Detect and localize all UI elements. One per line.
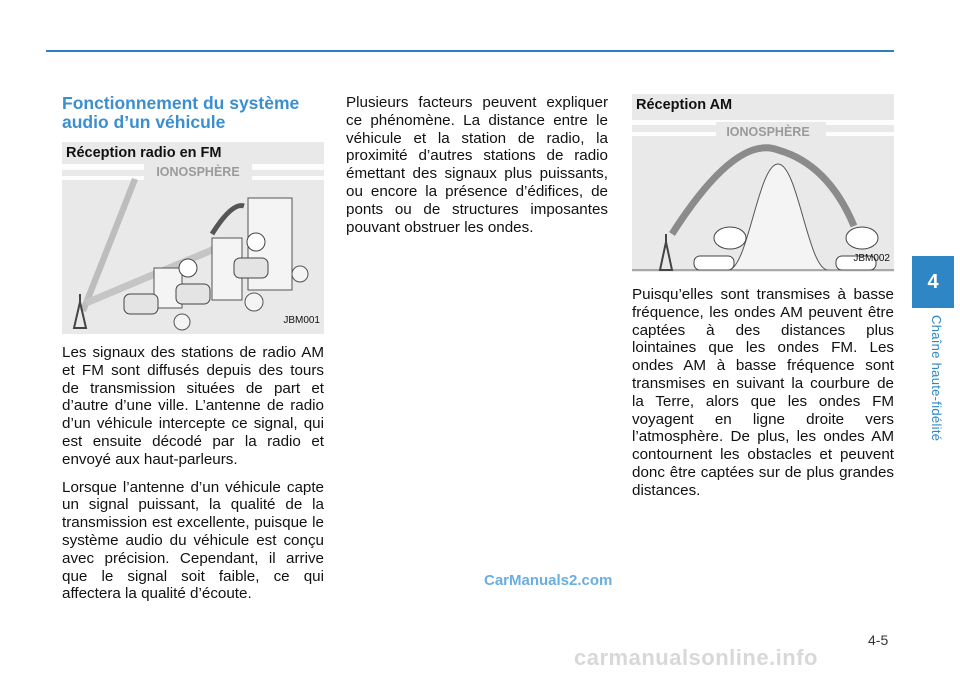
tree-icon bbox=[245, 293, 263, 311]
car-icon bbox=[124, 294, 158, 314]
am-reception-figure bbox=[632, 94, 894, 272]
page-number: 4-5 bbox=[868, 632, 889, 648]
tree-icon bbox=[174, 314, 190, 330]
section-heading: Fonctionnement du système audio d’un véhicule bbox=[62, 93, 300, 132]
am-illustration bbox=[632, 94, 894, 272]
tree-icon bbox=[292, 266, 308, 282]
paragraph: Puisqu’elles sont transmises à basse fréquence, les ondes AM peuvent être captées à des distances plus lointaines que les ondes FM. Les ondes AM à basse fréquence sont transmises en suivant la courbure de la Terre, alors que les ondes FM voyagent en ligne droite vers l’atmosphère. De plus, les ondes AM contournent les obstacles et peuvent donc être captées sur de plus grandes distances. bbox=[632, 286, 894, 499]
fm-reflect-arrow bbox=[212, 206, 244, 234]
figure-title: Réception AM bbox=[636, 97, 733, 113]
paragraph: Les signaux des stations de radio AM et FM sont diffusés depuis des tours de transmission situées de part et d’autre d’une ville. L’antenne de radio d’un véhicule intercepte ce signal, qui est ensuite décodé par la radio et envoyé aux haut-parleurs. bbox=[62, 344, 324, 468]
car-icon bbox=[176, 284, 210, 304]
car-icon bbox=[234, 258, 268, 278]
middle-column bbox=[346, 94, 608, 246]
paragraph: Lorsque l’antenne d’un véhicule capte un signal puissant, la qualité de la transmission est excellente, puisque le système audio du véhicule est conçu avec précision. Cependant, il arrive que le signal soit faible, ce qui affectera la qualité d’écoute. bbox=[62, 478, 324, 603]
chapter-number: 4 bbox=[927, 270, 939, 293]
left-column bbox=[62, 94, 324, 613]
header-rule bbox=[46, 50, 894, 52]
radio-tower-icon bbox=[660, 242, 672, 270]
right-column bbox=[632, 94, 894, 510]
figure-code: JBM002 bbox=[853, 253, 890, 265]
music-note-icon bbox=[714, 227, 746, 249]
ionosphere-label: IONOSPHÈRE bbox=[156, 165, 240, 179]
distorted-sound-icon bbox=[179, 259, 197, 277]
figure-code: JBM001 bbox=[283, 315, 320, 327]
footer-watermark: carmanualsonline.info bbox=[574, 645, 818, 670]
figure-title: Réception radio en FM bbox=[66, 145, 222, 161]
fm-reception-figure bbox=[62, 142, 324, 334]
car-icon bbox=[694, 256, 734, 270]
music-note-icon bbox=[846, 227, 878, 249]
music-note-icon bbox=[247, 233, 265, 251]
fm-illustration bbox=[62, 142, 324, 334]
chapter-tab[interactable] bbox=[912, 256, 954, 308]
paragraph: Plusieurs facteurs peuvent expliquer ce phénomène. La distance entre le véhicule et la station de radio, la proximité d’autres stations de radio émettant des signaux plus puissants, ou encore la présence d’édifices, de ponts ou de structures imposantes pouvant obstruer les ondes. bbox=[346, 94, 608, 236]
chapter-title: Chaîne haute-fidélité bbox=[929, 315, 944, 442]
ionosphere-label: IONOSPHÈRE bbox=[726, 125, 810, 139]
site-watermark: CarManuals2.com bbox=[484, 572, 613, 589]
hill-obstacle bbox=[728, 164, 828, 270]
